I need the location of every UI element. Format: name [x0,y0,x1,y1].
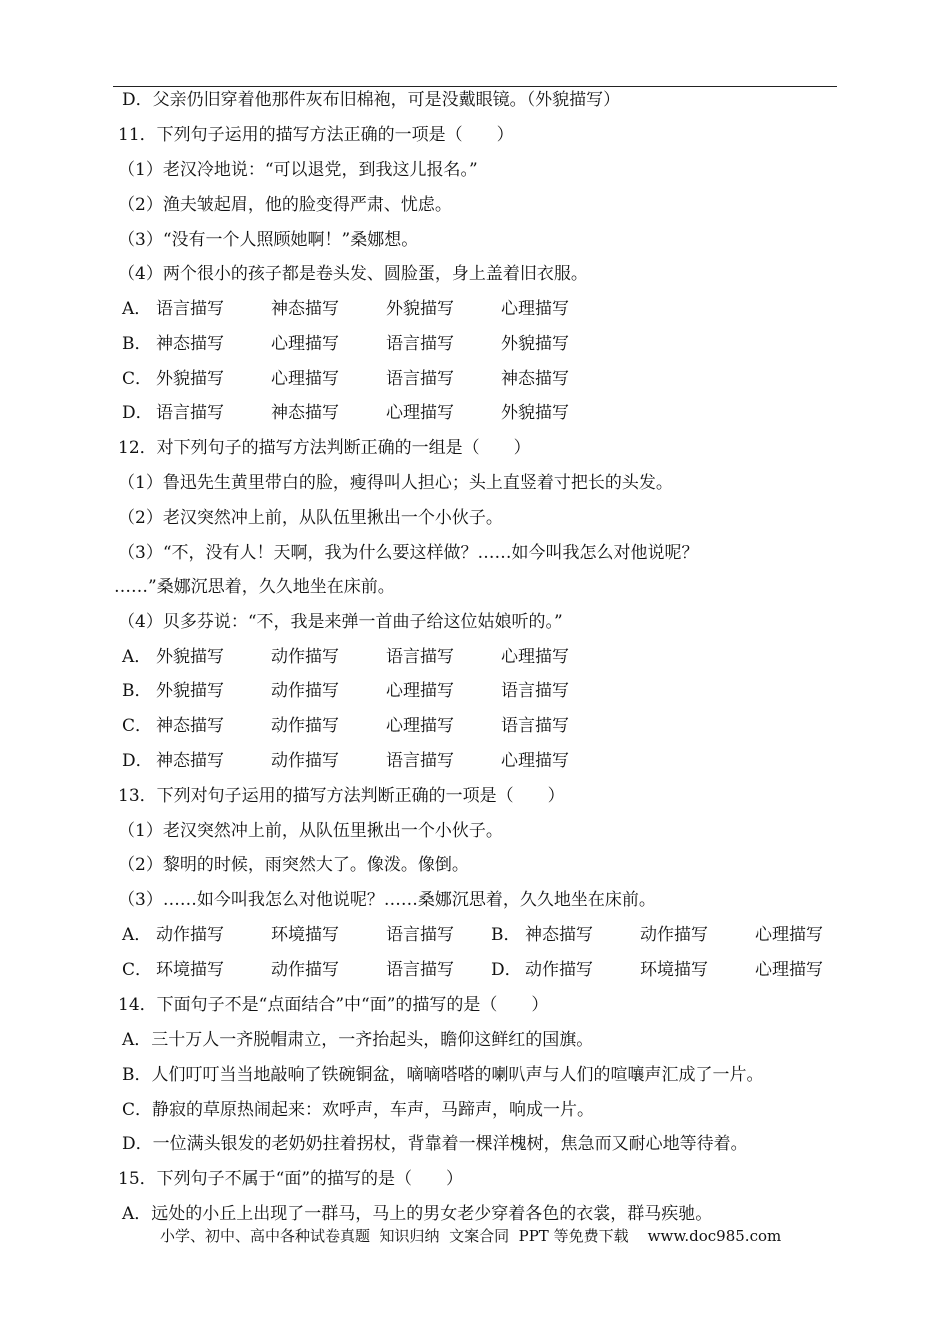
q11-option-b-label: B． [122,334,152,354]
q13-option-c-c1: 环境描写 [156,960,224,980]
q15-option-a: A．远处的小丘上出现了一群马，马上的男女老少穿着各色的衣裳，群马疾驰。 [122,1204,713,1224]
q13-option-b-label: B． [491,925,521,945]
q14-option-d: D．一位满头银发的老奶奶拄着拐杖，背靠着一棵洋槐树，焦急而又耐心地等待着。 [122,1134,748,1154]
q13-item-2: （2）黎明的时候，雨突然大了。像泼。像倒。 [118,855,469,875]
q13-option-c-c3: 语言描写 [386,960,454,980]
q11-option-d-c4: 外貌描写 [501,403,569,423]
q11-option-d-c2: 神态描写 [271,403,339,423]
q12-option-d-c1: 神态描写 [156,751,224,771]
q12-option-a-c3: 语言描写 [386,647,454,667]
q12-item-3-cont: ……”桑娜沉思着，久久地坐在床前。 [114,577,395,597]
q11-option-c-c1: 外貌描写 [156,369,224,389]
q12-option-c-label: C． [122,716,153,736]
q12-item-2: （2）老汉突然冲上前，从队伍里揪出一个小伙子。 [118,508,503,528]
q11-option-d-c1: 语言描写 [156,403,224,423]
q12-option-c-c4: 语言描写 [501,716,569,736]
q13-option-d-c3: 心理描写 [755,960,823,980]
q12-option-d-c3: 语言描写 [386,751,454,771]
q12-option-b-c4: 语言描写 [501,681,569,701]
q11-option-a-label: A． [122,299,152,319]
q11-option-a-c1: 语言描写 [156,299,224,319]
q13-option-b-c2: 动作描写 [640,925,708,945]
q13-option-a-c1: 动作描写 [156,925,224,945]
q11-option-b-c3: 语言描写 [386,334,454,354]
q12-option-b-c3: 心理描写 [386,681,454,701]
q11-option-b-c1: 神态描写 [156,334,224,354]
q12-option-c-c3: 心理描写 [386,716,454,736]
q12-option-c-c2: 动作描写 [271,716,339,736]
q12-item-1: （1）鲁迅先生黄里带白的脸，瘦得叫人担心；头上直竖着寸把长的头发。 [118,473,673,493]
q14-stem: 14．下面句子不是“点面结合”中“面”的描写的是（ ） [118,995,549,1015]
q11-option-c-c3: 语言描写 [386,369,454,389]
q12-option-b-c2: 动作描写 [271,681,339,701]
q12-option-d-c4: 心理描写 [501,751,569,771]
q12-item-3: （3）“不，没有人！天啊，我为什么要这样做？……如今叫我怎么对他说呢？ [118,543,699,563]
q13-item-1: （1）老汉突然冲上前，从队伍里揪出一个小伙子。 [118,821,503,841]
q11-option-c-c4: 神态描写 [501,369,569,389]
q12-option-a-c4: 心理描写 [501,647,569,667]
q13-item-3: （3）……如今叫我怎么对他说呢？……桑娜沉思着，久久地坐在床前。 [118,890,656,910]
q12-option-b-label: B． [122,681,152,701]
q12-option-d-c2: 动作描写 [271,751,339,771]
q12-stem: 12．对下列句子的描写方法判断正确的一组是（ ） [118,438,531,458]
q12-option-a-c2: 动作描写 [271,647,339,667]
q13-option-c-c2: 动作描写 [271,960,339,980]
prev-option-d: D．父亲仍旧穿着他那件灰布旧棉袍，可是没戴眼镜。（外貌描写） [122,90,621,110]
q11-option-b-c2: 心理描写 [271,334,339,354]
q11-option-a-c4: 心理描写 [501,299,569,319]
q13-stem: 13．下列对句子运用的描写方法判断正确的一项是（ ） [118,786,565,806]
q11-option-a-c2: 神态描写 [271,299,339,319]
header-rule [113,86,837,87]
q11-stem: 11．下列句子运用的描写方法正确的一项是（ ） [118,125,514,145]
q13-option-b-c1: 神态描写 [525,925,593,945]
q12-option-c-c1: 神态描写 [156,716,224,736]
page-footer: 小学、初中、高中各种试卷真题 知识归纳 文案合同 PPT 等免费下载 www.doc985.com [160,1227,782,1245]
q12-option-b-c1: 外貌描写 [156,681,224,701]
q11-option-b-c4: 外貌描写 [501,334,569,354]
q11-item-1: （1）老汉冷地说：“可以退党，到我这儿报名。” [118,160,478,180]
q11-item-2: （2）渔夫皱起眉，他的脸变得严肃、忧虑。 [118,195,452,215]
q12-option-d-label: D． [122,751,153,771]
q12-option-a-label: A． [122,647,152,667]
q13-option-c-label: C． [122,960,153,980]
q12-item-4: （4）贝多芬说：“不，我是来弹一首曲子给这位姑娘听的。” [118,612,563,632]
q11-option-a-c3: 外貌描写 [386,299,454,319]
q13-option-a-c3: 语言描写 [386,925,454,945]
q11-option-d-c3: 心理描写 [386,403,454,423]
q14-option-a: A．三十万人一齐脱帽肃立，一齐抬起头，瞻仰这鲜红的国旗。 [122,1030,594,1050]
q11-option-c-c2: 心理描写 [271,369,339,389]
q13-option-d-c2: 环境描写 [640,960,708,980]
q14-option-b: B．人们叮叮当当地敲响了铁碗铜盆，嘀嘀嗒嗒的喇叭声与人们的喧嚷声汇成了一片。 [122,1065,764,1085]
q11-option-c-label: C． [122,369,153,389]
q13-option-b-c3: 心理描写 [755,925,823,945]
q14-option-c: C．静寂的草原热闹起来：欢呼声，车声，马蹄声，响成一片。 [122,1100,595,1120]
q15-stem: 15．下列句子不属于“面”的描写的是（ ） [118,1169,464,1189]
q11-option-d-label: D． [122,403,153,423]
q11-item-3: （3）“没有一个人照顾她啊！”桑娜想。 [118,230,419,250]
q13-option-d-c1: 动作描写 [525,960,593,980]
q13-option-a-c2: 环境描写 [271,925,339,945]
q13-option-d-label: D． [491,960,522,980]
q11-item-4: （4）两个很小的孩子都是卷头发、圆脸蛋，身上盖着旧衣服。 [118,264,588,284]
q12-option-a-c1: 外貌描写 [156,647,224,667]
q13-option-a-label: A． [122,925,152,945]
